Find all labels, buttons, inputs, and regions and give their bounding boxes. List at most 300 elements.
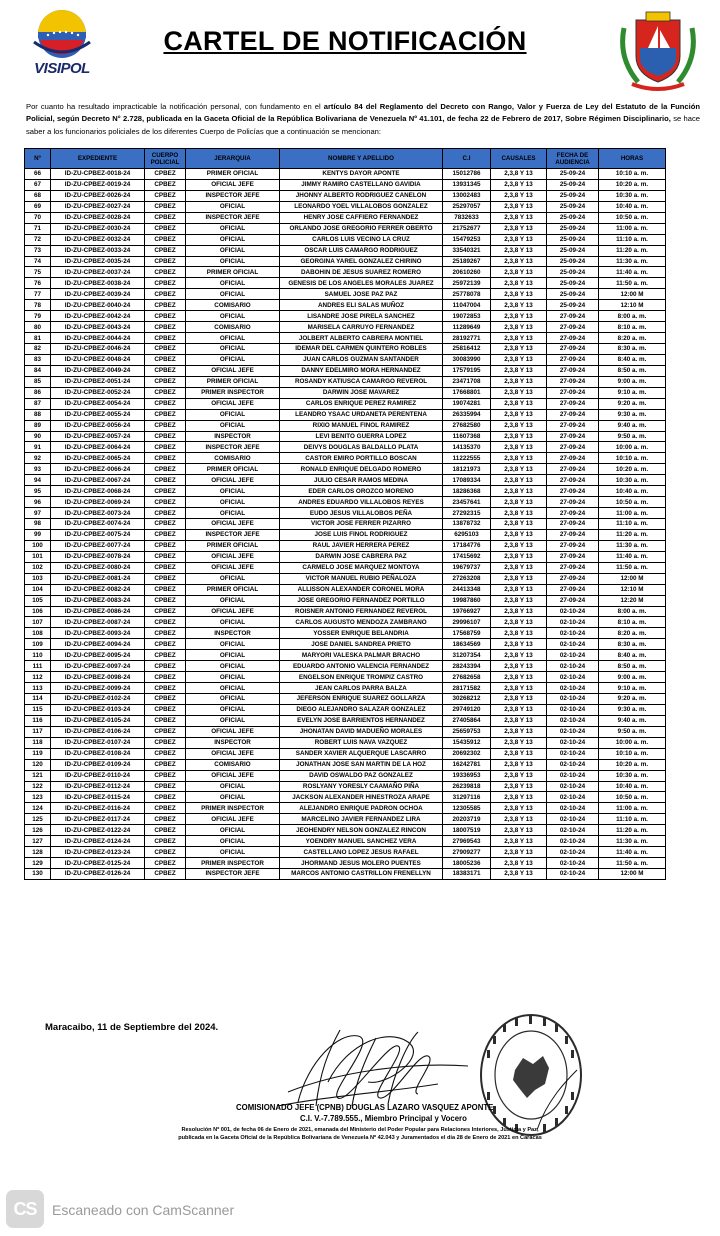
cell-jerarquia: PRIMER OFICIAL bbox=[186, 376, 280, 387]
cell-jerarquia: COMISARIO bbox=[186, 759, 280, 770]
cell-nombre: LEONARDO YOEL VILLALOBOS GONZALEZ bbox=[280, 201, 443, 212]
cell-number: 67 bbox=[25, 179, 51, 190]
table-row bbox=[25, 683, 666, 694]
cell-expediente: ID-ZU-CPBEZ-0112-24 bbox=[51, 781, 145, 792]
cell-hora: 11:30 a. m. bbox=[599, 540, 666, 551]
cell-causales: 2,3,8 Y 13 bbox=[491, 464, 547, 475]
cell-ci: 11222555 bbox=[443, 453, 491, 464]
cell-cuerpo-policial: CPBEZ bbox=[145, 497, 186, 508]
camscanner-logo-icon: CS bbox=[6, 1190, 44, 1228]
column-header-fecha-audiencia: FECHA DE AUDIENCIA bbox=[547, 149, 599, 169]
cell-causales: 2,3,8 Y 13 bbox=[491, 847, 547, 858]
cell-number: 75 bbox=[25, 267, 51, 278]
cell-cuerpo-policial: CPBEZ bbox=[145, 420, 186, 431]
cell-nombre: JONATHAN JOSE SAN MARTIN DE LA HOZ bbox=[280, 759, 443, 770]
cell-ci: 13931345 bbox=[443, 179, 491, 190]
cell-fecha-audiencia: 25-09-24 bbox=[547, 289, 599, 300]
cell-ci: 31297116 bbox=[443, 792, 491, 803]
cell-ci: 25778078 bbox=[443, 289, 491, 300]
cell-causales: 2,3,8 Y 13 bbox=[491, 595, 547, 606]
table-row bbox=[25, 869, 666, 880]
cell-number: 114 bbox=[25, 694, 51, 705]
table-row bbox=[25, 814, 666, 825]
column-header-horas: HORAS bbox=[599, 149, 666, 169]
cell-expediente: ID-ZU-CPBEZ-0046-24 bbox=[51, 344, 145, 355]
cell-fecha-audiencia: 27-09-24 bbox=[547, 464, 599, 475]
cell-fecha-audiencia: 02-10-24 bbox=[547, 628, 599, 639]
cell-number: 69 bbox=[25, 201, 51, 212]
cell-expediente: ID-ZU-CPBEZ-0109-24 bbox=[51, 759, 145, 770]
cell-ci: 17184776 bbox=[443, 540, 491, 551]
table-row bbox=[25, 737, 666, 748]
table-row bbox=[25, 606, 666, 617]
table-row bbox=[25, 278, 666, 289]
cell-number: 81 bbox=[25, 333, 51, 344]
cell-fecha-audiencia: 27-09-24 bbox=[547, 442, 599, 453]
cell-nombre: ROBERT LUIS NAVA VAZQUEZ bbox=[280, 737, 443, 748]
cell-nombre: CASTELLANO LOPEZ JESUS RAFAEL bbox=[280, 847, 443, 858]
cell-causales: 2,3,8 Y 13 bbox=[491, 573, 547, 584]
cell-expediente: ID-ZU-CPBEZ-0028-24 bbox=[51, 212, 145, 223]
cell-causales: 2,3,8 Y 13 bbox=[491, 376, 547, 387]
table-row bbox=[25, 354, 666, 365]
cell-jerarquia: OFICIAL bbox=[186, 704, 280, 715]
cell-expediente: ID-ZU-CPBEZ-0032-24 bbox=[51, 234, 145, 245]
cell-causales: 2,3,8 Y 13 bbox=[491, 617, 547, 628]
cell-nombre: DARWIN JOSE CABRERA PAZ bbox=[280, 551, 443, 562]
cell-cuerpo-policial: CPBEZ bbox=[145, 234, 186, 245]
cell-cuerpo-policial: CPBEZ bbox=[145, 464, 186, 475]
cell-number: 73 bbox=[25, 245, 51, 256]
cell-expediente: ID-ZU-CPBEZ-0030-24 bbox=[51, 223, 145, 234]
cell-number: 85 bbox=[25, 376, 51, 387]
cell-number: 116 bbox=[25, 715, 51, 726]
table-row bbox=[25, 431, 666, 442]
cell-nombre: DAVID OSWALDO PAZ GONZALEZ bbox=[280, 770, 443, 781]
cell-expediente: ID-ZU-CPBEZ-0067-24 bbox=[51, 475, 145, 486]
table-row bbox=[25, 212, 666, 223]
cell-cuerpo-policial: CPBEZ bbox=[145, 847, 186, 858]
cell-jerarquia: OFICIAL bbox=[186, 847, 280, 858]
cell-causales: 2,3,8 Y 13 bbox=[491, 234, 547, 245]
table-row bbox=[25, 672, 666, 683]
cell-ci: 19074281 bbox=[443, 398, 491, 409]
cell-jerarquia: OFICIAL bbox=[186, 486, 280, 497]
cell-ci: 26239818 bbox=[443, 781, 491, 792]
cell-hora: 8:10 a. m. bbox=[599, 322, 666, 333]
cell-cuerpo-policial: CPBEZ bbox=[145, 836, 186, 847]
cell-jerarquia: OFICIAL bbox=[186, 595, 280, 606]
cell-fecha-audiencia: 02-10-24 bbox=[547, 694, 599, 705]
cell-jerarquia: OFICIAL JEFE bbox=[186, 398, 280, 409]
cell-causales: 2,3,8 Y 13 bbox=[491, 704, 547, 715]
cell-causales: 2,3,8 Y 13 bbox=[491, 278, 547, 289]
cell-fecha-audiencia: 02-10-24 bbox=[547, 770, 599, 781]
cell-expediente: ID-ZU-CPBEZ-0094-24 bbox=[51, 639, 145, 650]
cell-number: 83 bbox=[25, 354, 51, 365]
cell-number: 118 bbox=[25, 737, 51, 748]
cell-expediente: ID-ZU-CPBEZ-0043-24 bbox=[51, 322, 145, 333]
cell-number: 72 bbox=[25, 234, 51, 245]
cell-number: 120 bbox=[25, 759, 51, 770]
cell-jerarquia: OFICIAL bbox=[186, 420, 280, 431]
table-row bbox=[25, 540, 666, 551]
cell-ci: 17415692 bbox=[443, 551, 491, 562]
cell-jerarquia: OFICIAL JEFE bbox=[186, 814, 280, 825]
cell-hora: 10:50 a. m. bbox=[599, 212, 666, 223]
cell-jerarquia: COMISARIO bbox=[186, 300, 280, 311]
cell-causales: 2,3,8 Y 13 bbox=[491, 344, 547, 355]
cell-cuerpo-policial: CPBEZ bbox=[145, 398, 186, 409]
notification-table bbox=[24, 148, 666, 880]
cell-number: 71 bbox=[25, 223, 51, 234]
table-row bbox=[25, 508, 666, 519]
cell-causales: 2,3,8 Y 13 bbox=[491, 715, 547, 726]
cell-ci: 17089334 bbox=[443, 475, 491, 486]
cell-expediente: ID-ZU-CPBEZ-0087-24 bbox=[51, 617, 145, 628]
cell-nombre: DARWIN JOSE MAVAREZ bbox=[280, 387, 443, 398]
logo-left-text: VISIPOL bbox=[34, 60, 90, 77]
table-row bbox=[25, 759, 666, 770]
cell-causales: 2,3,8 Y 13 bbox=[491, 529, 547, 540]
cell-cuerpo-policial: CPBEZ bbox=[145, 311, 186, 322]
cell-hora: 9:00 a. m. bbox=[599, 672, 666, 683]
cell-expediente: ID-ZU-CPBEZ-0078-24 bbox=[51, 551, 145, 562]
table-row bbox=[25, 169, 666, 180]
cell-jerarquia: OFICIAL bbox=[186, 344, 280, 355]
cell-expediente: ID-ZU-CPBEZ-0095-24 bbox=[51, 650, 145, 661]
cell-number: 93 bbox=[25, 464, 51, 475]
cell-ci: 21752677 bbox=[443, 223, 491, 234]
cell-expediente: ID-ZU-CPBEZ-0054-24 bbox=[51, 398, 145, 409]
camscanner-text: Escaneado con CamScanner bbox=[52, 1202, 235, 1218]
cell-causales: 2,3,8 Y 13 bbox=[491, 289, 547, 300]
cell-causales: 2,3,8 Y 13 bbox=[491, 256, 547, 267]
cell-jerarquia: COMISARIO bbox=[186, 322, 280, 333]
cell-causales: 2,3,8 Y 13 bbox=[491, 497, 547, 508]
cell-number: 117 bbox=[25, 726, 51, 737]
table-row bbox=[25, 179, 666, 190]
cell-ci: 19679737 bbox=[443, 562, 491, 573]
cell-cuerpo-policial: CPBEZ bbox=[145, 606, 186, 617]
cell-cuerpo-policial: CPBEZ bbox=[145, 814, 186, 825]
table-row bbox=[25, 715, 666, 726]
document-header bbox=[0, 0, 720, 98]
cell-expediente: ID-ZU-CPBEZ-0122-24 bbox=[51, 825, 145, 836]
cell-expediente: ID-ZU-CPBEZ-0049-24 bbox=[51, 365, 145, 376]
cell-expediente: ID-ZU-CPBEZ-0083-24 bbox=[51, 595, 145, 606]
cell-hora: 12:10 M bbox=[599, 584, 666, 595]
cell-number: 122 bbox=[25, 781, 51, 792]
cell-expediente: ID-ZU-CPBEZ-0057-24 bbox=[51, 431, 145, 442]
cell-hora: 8:00 a. m. bbox=[599, 311, 666, 322]
cell-fecha-audiencia: 27-09-24 bbox=[547, 453, 599, 464]
cell-ci: 23471708 bbox=[443, 376, 491, 387]
cell-fecha-audiencia: 02-10-24 bbox=[547, 661, 599, 672]
cell-hora: 11:30 a. m. bbox=[599, 836, 666, 847]
intro-paragraph bbox=[26, 101, 700, 138]
cell-fecha-audiencia: 02-10-24 bbox=[547, 781, 599, 792]
cell-jerarquia: OFICIAL bbox=[186, 825, 280, 836]
cell-ci: 17668801 bbox=[443, 387, 491, 398]
cell-expediente: ID-ZU-CPBEZ-0064-24 bbox=[51, 442, 145, 453]
cell-nombre: DABOHIN DE JESUS SUAREZ ROMERO bbox=[280, 267, 443, 278]
cell-hora: 11:20 a. m. bbox=[599, 825, 666, 836]
cell-fecha-audiencia: 02-10-24 bbox=[547, 617, 599, 628]
cell-expediente: ID-ZU-CPBEZ-0097-24 bbox=[51, 661, 145, 672]
cell-jerarquia: OFICIAL bbox=[186, 354, 280, 365]
cell-cuerpo-policial: CPBEZ bbox=[145, 661, 186, 672]
table-row bbox=[25, 409, 666, 420]
table-row bbox=[25, 387, 666, 398]
table-row bbox=[25, 519, 666, 530]
page-title: CARTEL DE NOTIFICACIÓN bbox=[163, 26, 527, 56]
cell-causales: 2,3,8 Y 13 bbox=[491, 365, 547, 376]
cell-causales: 2,3,8 Y 13 bbox=[491, 650, 547, 661]
cell-jerarquia: OFICIAL bbox=[186, 836, 280, 847]
cell-fecha-audiencia: 25-09-24 bbox=[547, 300, 599, 311]
table-row bbox=[25, 628, 666, 639]
cell-causales: 2,3,8 Y 13 bbox=[491, 825, 547, 836]
table-row bbox=[25, 858, 666, 869]
cell-ci: 25297057 bbox=[443, 201, 491, 212]
table-row bbox=[25, 617, 666, 628]
cell-causales: 2,3,8 Y 13 bbox=[491, 836, 547, 847]
cell-nombre: JOSE LUIS FINOL RODRIGUEZ bbox=[280, 529, 443, 540]
cell-causales: 2,3,8 Y 13 bbox=[491, 628, 547, 639]
table-row bbox=[25, 792, 666, 803]
cell-hora: 10:10 a. m. bbox=[599, 453, 666, 464]
cell-ci: 30268212 bbox=[443, 694, 491, 705]
cell-expediente: ID-ZU-CPBEZ-0069-24 bbox=[51, 497, 145, 508]
cell-jerarquia: INSPECTOR bbox=[186, 737, 280, 748]
official-seal-icon bbox=[477, 1010, 585, 1140]
cell-number: 126 bbox=[25, 825, 51, 836]
cell-cuerpo-policial: CPBEZ bbox=[145, 278, 186, 289]
cell-cuerpo-policial: CPBEZ bbox=[145, 322, 186, 333]
column-header-nombre: NOMBRE Y APELLIDO bbox=[280, 149, 443, 169]
cell-cuerpo-policial: CPBEZ bbox=[145, 858, 186, 869]
cell-causales: 2,3,8 Y 13 bbox=[491, 508, 547, 519]
cell-expediente: ID-ZU-CPBEZ-0080-24 bbox=[51, 562, 145, 573]
table-row bbox=[25, 442, 666, 453]
cell-jerarquia: OFICIAL bbox=[186, 617, 280, 628]
table-row bbox=[25, 486, 666, 497]
table-row bbox=[25, 322, 666, 333]
cell-cuerpo-policial: CPBEZ bbox=[145, 540, 186, 551]
cell-ci: 24413348 bbox=[443, 584, 491, 595]
cell-jerarquia: OFICIAL JEFE bbox=[186, 748, 280, 759]
table-row bbox=[25, 201, 666, 212]
cell-fecha-audiencia: 27-09-24 bbox=[547, 540, 599, 551]
handwritten-signature-icon bbox=[268, 1022, 478, 1108]
cell-number: 74 bbox=[25, 256, 51, 267]
cell-hora: 10:10 a. m. bbox=[599, 169, 666, 180]
cell-causales: 2,3,8 Y 13 bbox=[491, 683, 547, 694]
cell-hora: 9:00 a. m. bbox=[599, 376, 666, 387]
cell-nombre: JHORMAND JESUS MOLERO PUENTES bbox=[280, 858, 443, 869]
cell-jerarquia: OFICIAL JEFE bbox=[186, 475, 280, 486]
cell-hora: 10:50 a. m. bbox=[599, 497, 666, 508]
cell-causales: 2,3,8 Y 13 bbox=[491, 442, 547, 453]
cell-hora: 9:20 a. m. bbox=[599, 398, 666, 409]
cell-causales: 2,3,8 Y 13 bbox=[491, 354, 547, 365]
cell-number: 98 bbox=[25, 519, 51, 530]
cell-number: 77 bbox=[25, 289, 51, 300]
cell-ci: 14135370 bbox=[443, 442, 491, 453]
cell-expediente: ID-ZU-CPBEZ-0116-24 bbox=[51, 803, 145, 814]
cell-causales: 2,3,8 Y 13 bbox=[491, 770, 547, 781]
cell-hora: 10:10 a. m. bbox=[599, 748, 666, 759]
cell-nombre: OSCAR LUIS CAMARGO RODRIGUEZ bbox=[280, 245, 443, 256]
cell-ci: 29996107 bbox=[443, 617, 491, 628]
cell-cuerpo-policial: CPBEZ bbox=[145, 770, 186, 781]
table-row bbox=[25, 529, 666, 540]
cell-cuerpo-policial: CPBEZ bbox=[145, 267, 186, 278]
cell-causales: 2,3,8 Y 13 bbox=[491, 792, 547, 803]
cell-fecha-audiencia: 02-10-24 bbox=[547, 803, 599, 814]
cell-expediente: ID-ZU-CPBEZ-0068-24 bbox=[51, 486, 145, 497]
cell-jerarquia: PRIMER INSPECTOR bbox=[186, 387, 280, 398]
cell-jerarquia: OFICIAL bbox=[186, 694, 280, 705]
cell-cuerpo-policial: CPBEZ bbox=[145, 573, 186, 584]
cell-number: 99 bbox=[25, 529, 51, 540]
cell-ci: 23457641 bbox=[443, 497, 491, 508]
cell-jerarquia: OFICIAL bbox=[186, 256, 280, 267]
cell-cuerpo-policial: CPBEZ bbox=[145, 453, 186, 464]
zulia-coat-of-arms-icon bbox=[618, 8, 698, 94]
cell-fecha-audiencia: 25-09-24 bbox=[547, 212, 599, 223]
cell-fecha-audiencia: 27-09-24 bbox=[547, 584, 599, 595]
cell-number: 76 bbox=[25, 278, 51, 289]
cell-ci: 25189267 bbox=[443, 256, 491, 267]
cell-causales: 2,3,8 Y 13 bbox=[491, 311, 547, 322]
cell-expediente: ID-ZU-CPBEZ-0115-24 bbox=[51, 792, 145, 803]
cell-cuerpo-policial: CPBEZ bbox=[145, 715, 186, 726]
cell-cuerpo-policial: CPBEZ bbox=[145, 376, 186, 387]
cell-jerarquia: PRIMER INSPECTOR bbox=[186, 858, 280, 869]
cell-number: 87 bbox=[25, 398, 51, 409]
cell-jerarquia: OFICIAL bbox=[186, 661, 280, 672]
cell-hora: 12:00 M bbox=[599, 573, 666, 584]
cell-hora: 10:30 a. m. bbox=[599, 190, 666, 201]
cell-expediente: ID-ZU-CPBEZ-0055-24 bbox=[51, 409, 145, 420]
cell-hora: 9:40 a. m. bbox=[599, 420, 666, 431]
cell-causales: 2,3,8 Y 13 bbox=[491, 322, 547, 333]
cell-jerarquia: OFICIAL bbox=[186, 781, 280, 792]
cell-number: 96 bbox=[25, 497, 51, 508]
cell-jerarquia: OFICIAL JEFE bbox=[186, 770, 280, 781]
cell-fecha-audiencia: 27-09-24 bbox=[547, 497, 599, 508]
cell-nombre: LEANDRO YSAAC URDANETA PERENTENA bbox=[280, 409, 443, 420]
cell-cuerpo-policial: CPBEZ bbox=[145, 409, 186, 420]
cell-cuerpo-policial: CPBEZ bbox=[145, 289, 186, 300]
cell-hora: 8:30 a. m. bbox=[599, 639, 666, 650]
table-row bbox=[25, 704, 666, 715]
cell-hora: 8:50 a. m. bbox=[599, 365, 666, 376]
cell-cuerpo-policial: CPBEZ bbox=[145, 551, 186, 562]
cell-expediente: ID-ZU-CPBEZ-0105-24 bbox=[51, 715, 145, 726]
cell-expediente: ID-ZU-CPBEZ-0102-24 bbox=[51, 694, 145, 705]
table-row bbox=[25, 190, 666, 201]
cell-ci: 27405864 bbox=[443, 715, 491, 726]
cell-nombre: ORLANDO JOSE GREGORIO FERRER OBERTO bbox=[280, 223, 443, 234]
cell-fecha-audiencia: 27-09-24 bbox=[547, 475, 599, 486]
cell-jerarquia: OFICIAL bbox=[186, 792, 280, 803]
cell-cuerpo-policial: CPBEZ bbox=[145, 584, 186, 595]
cell-nombre: ENGELSON ENRIQUE TROMPIZ CASTRO bbox=[280, 672, 443, 683]
cell-fecha-audiencia: 02-10-24 bbox=[547, 869, 599, 880]
cell-expediente: ID-ZU-CPBEZ-0027-24 bbox=[51, 201, 145, 212]
cell-hora: 9:50 a. m. bbox=[599, 726, 666, 737]
cell-fecha-audiencia: 27-09-24 bbox=[547, 354, 599, 365]
cell-causales: 2,3,8 Y 13 bbox=[491, 814, 547, 825]
cell-causales: 2,3,8 Y 13 bbox=[491, 409, 547, 420]
cell-ci: 30083990 bbox=[443, 354, 491, 365]
column-header-jerarquia: JERARQUIA bbox=[186, 149, 280, 169]
cell-number: 82 bbox=[25, 344, 51, 355]
cell-nombre: JEAN CARLOS PARRA BALZA bbox=[280, 683, 443, 694]
cell-expediente: ID-ZU-CPBEZ-0086-24 bbox=[51, 606, 145, 617]
cell-fecha-audiencia: 27-09-24 bbox=[547, 551, 599, 562]
cell-expediente: ID-ZU-CPBEZ-0099-24 bbox=[51, 683, 145, 694]
cell-hora: 9:10 a. m. bbox=[599, 387, 666, 398]
cell-cuerpo-policial: CPBEZ bbox=[145, 617, 186, 628]
cell-number: 66 bbox=[25, 169, 51, 180]
cell-expediente: ID-ZU-CPBEZ-0107-24 bbox=[51, 737, 145, 748]
cell-fecha-audiencia: 02-10-24 bbox=[547, 715, 599, 726]
cell-hora: 11:10 a. m. bbox=[599, 814, 666, 825]
cell-jerarquia: OFICIAL JEFE bbox=[186, 365, 280, 376]
cell-causales: 2,3,8 Y 13 bbox=[491, 333, 547, 344]
cell-hora: 10:40 a. m. bbox=[599, 781, 666, 792]
cell-causales: 2,3,8 Y 13 bbox=[491, 562, 547, 573]
cell-jerarquia: INSPECTOR JEFE bbox=[186, 212, 280, 223]
cell-jerarquia: PRIMER OFICIAL bbox=[186, 540, 280, 551]
cell-number: 106 bbox=[25, 606, 51, 617]
cell-jerarquia: OFICIAL bbox=[186, 650, 280, 661]
table-row bbox=[25, 365, 666, 376]
cell-expediente: ID-ZU-CPBEZ-0110-24 bbox=[51, 770, 145, 781]
cell-cuerpo-policial: CPBEZ bbox=[145, 333, 186, 344]
cell-fecha-audiencia: 25-09-24 bbox=[547, 234, 599, 245]
cell-number: 127 bbox=[25, 836, 51, 847]
cell-fecha-audiencia: 02-10-24 bbox=[547, 726, 599, 737]
cell-fecha-audiencia: 25-09-24 bbox=[547, 267, 599, 278]
cell-causales: 2,3,8 Y 13 bbox=[491, 475, 547, 486]
cell-jerarquia: PRIMER OFICIAL bbox=[186, 169, 280, 180]
cell-fecha-audiencia: 02-10-24 bbox=[547, 683, 599, 694]
cell-cuerpo-policial: CPBEZ bbox=[145, 212, 186, 223]
column-header-ci: C.I bbox=[443, 149, 491, 169]
table-row bbox=[25, 573, 666, 584]
cell-ci: 19336953 bbox=[443, 770, 491, 781]
table-row bbox=[25, 803, 666, 814]
cell-nombre: JOLBERT ALBERTO CABRERA MONTIEL bbox=[280, 333, 443, 344]
cell-ci: 28192771 bbox=[443, 333, 491, 344]
cell-cuerpo-policial: CPBEZ bbox=[145, 759, 186, 770]
cell-nombre: EUDO JESUS VILLALOBOS PEÑA bbox=[280, 508, 443, 519]
cell-ci: 27682580 bbox=[443, 420, 491, 431]
cell-number: 108 bbox=[25, 628, 51, 639]
cell-ci: 25659753 bbox=[443, 726, 491, 737]
cell-ci: 16242781 bbox=[443, 759, 491, 770]
cell-fecha-audiencia: 25-09-24 bbox=[547, 169, 599, 180]
table-row bbox=[25, 398, 666, 409]
cell-nombre: JIMMY RAMIRO CASTELLANO GAVIDIA bbox=[280, 179, 443, 190]
cell-expediente: ID-ZU-CPBEZ-0040-24 bbox=[51, 300, 145, 311]
cell-expediente: ID-ZU-CPBEZ-0056-24 bbox=[51, 420, 145, 431]
